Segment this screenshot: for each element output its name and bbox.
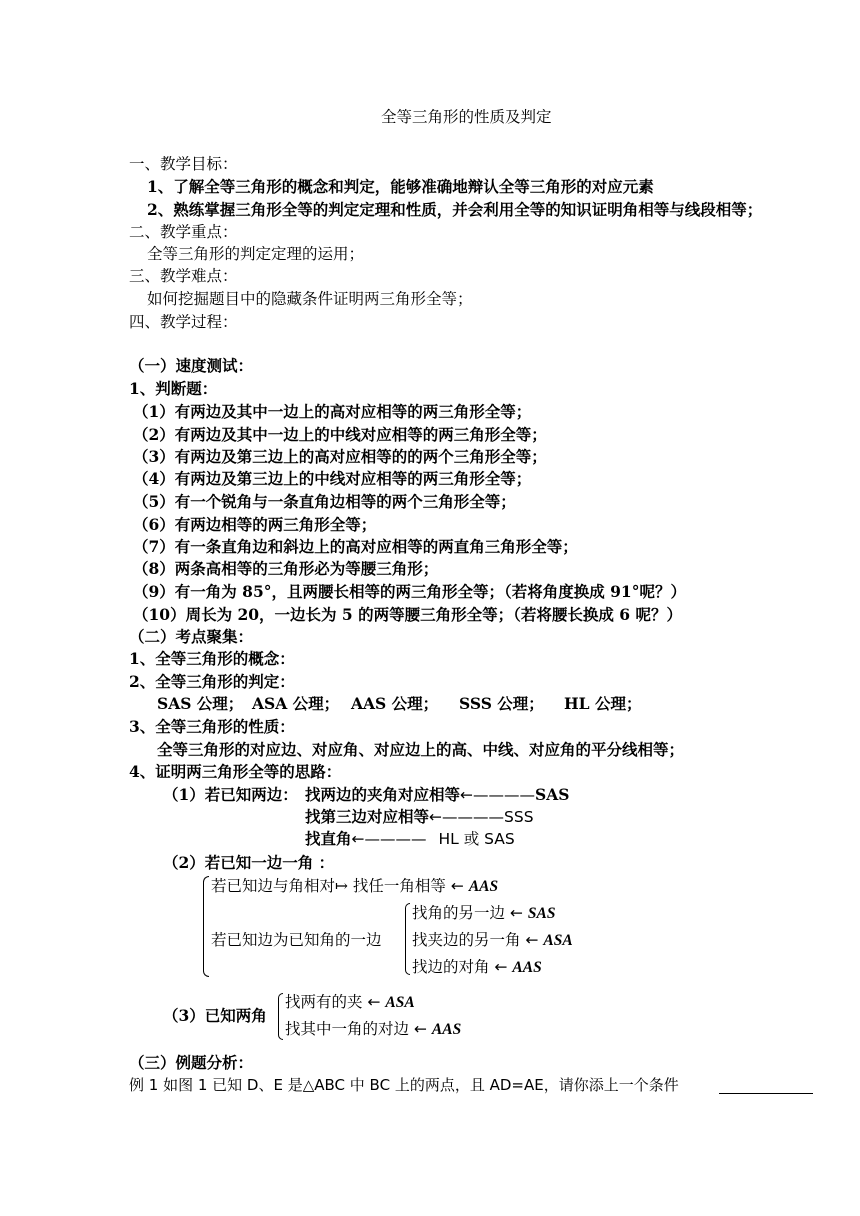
case3-option — [285, 992, 415, 1013]
list-item: （7）有一条直角边和斜边上的高对应相等的两直角三角形全等； — [133, 537, 578, 556]
list-item: （9）有一角为 85°，且两腰长相等的两三角形全等；（若将角度换成 91°呢？） — [133, 582, 686, 601]
brace-open — [278, 993, 283, 1016]
result-aas: AAS — [468, 878, 499, 895]
section-heading: 一、教学目标： — [129, 155, 238, 173]
case2-option-text: 若已知边与角相对 — [211, 877, 336, 895]
case2-sub-option — [412, 957, 542, 978]
answer-blank[interactable] — [719, 1093, 813, 1094]
point-heading: 1、全等三角形的概念： — [129, 649, 295, 668]
left-arrow: ← — [367, 993, 381, 1011]
left-arrow: ← — [509, 904, 523, 922]
list-item: （10）周长为 20，一边长为 5 的两等腰三角形全等；（若将腰长换成 6 呢？） — [133, 605, 682, 624]
case1-option — [305, 807, 534, 827]
rule-asa: ASA 公理； — [252, 694, 340, 713]
list-item: （2）有两边及其中一边上的中线对应相等的两三角形全等； — [133, 425, 547, 444]
case2-sub-option — [412, 903, 555, 924]
list-item: （3）有两边及第三边上的高对应相等的的两个三角形全等； — [133, 447, 547, 466]
case1-option — [305, 829, 515, 849]
result-asa: ASA — [543, 932, 573, 949]
part-heading: （二）考点聚集： — [129, 627, 254, 646]
sub-option-text: 找夹边的另一角 — [412, 931, 521, 949]
long-left-arrow: ←———— — [429, 808, 505, 826]
point-text: 全等三角形的对应边、对应角、对应边上的高、中线、对应角的平分线相等； — [157, 740, 685, 759]
list-item: （5）有一个锐角与一条直角边相等的两个三角形全等； — [133, 492, 516, 511]
case1-label: （1）若已知两边： — [163, 785, 298, 804]
section-heading: 三、教学难点： — [129, 267, 238, 285]
list-item: （1）有两边及其中一边上的高对应相等的两三角形全等； — [133, 402, 532, 421]
list-item: （4）有两边及第三边上的中线对应相等的两三角形全等； — [133, 469, 532, 488]
left-arrow: ← — [450, 877, 464, 895]
section-text: 如何挖掘题目中的隐藏条件证明两三角形全等； — [147, 290, 473, 308]
result-aas: AAS — [431, 1021, 462, 1038]
result-asa: ASA — [385, 994, 415, 1011]
long-left-arrow: ←———— — [460, 786, 536, 804]
goal-item: 2、熟练掌握三角形全等的判定定理和性质，并会利用全等的知识证明角相等与线段相等； — [147, 200, 763, 219]
case3-option-text: 找两有的夹 — [285, 993, 363, 1011]
left-arrow: ← — [413, 1020, 427, 1038]
case2-option — [211, 876, 498, 897]
case3-option-text: 找其中一角的对边 — [285, 1020, 410, 1038]
rule-sas: SAS 公理； — [157, 694, 244, 713]
section-heading: 二、教学重点： — [129, 223, 238, 241]
point-heading: 4、证明两三角形全等的思路： — [129, 762, 342, 781]
part-heading: （三）例题分析： — [129, 1053, 254, 1072]
result-sss: SSS — [504, 808, 534, 826]
brace-open — [278, 1015, 283, 1040]
point-heading: 3、全等三角形的性质： — [129, 717, 295, 736]
page-title: 全等三角形的性质及判定 — [381, 108, 552, 126]
case1-option-text: 找第三边对应相等 — [305, 807, 430, 826]
brace-open — [405, 937, 410, 975]
list-item: （6）有两边相等的两三角形全等； — [133, 515, 377, 534]
result-aas: AAS — [512, 959, 542, 976]
case3-option — [285, 1019, 461, 1040]
case2-option: 若已知边为已知角的一边 — [211, 931, 382, 949]
brace-open — [203, 876, 209, 922]
sub-option-text: 找边的对角 — [412, 958, 490, 976]
rule-sss: SSS 公理； — [459, 694, 544, 713]
left-arrow: ← — [494, 958, 508, 976]
case2-label: （2）若已知一边一角 ： — [163, 853, 335, 872]
section-text: 全等三角形的判定定理的运用； — [147, 245, 365, 263]
point-heading: 2、全等三角形的判定： — [129, 672, 295, 691]
sub-option-text: 找角的另一边 — [412, 904, 506, 922]
example-1: 例 1 如图 1 已知 D、E 是△ABC 中 BC 上的两点，且 AD=AE，请你添上一个条件 — [129, 1076, 679, 1094]
result-sas: SAS — [535, 785, 570, 804]
part-heading: （一）速度测试： — [129, 356, 254, 375]
case1-option — [305, 785, 569, 805]
result-hl-or-sas: HL 或 SAS — [438, 830, 515, 848]
case3-label: （3）已知两角 — [163, 1006, 267, 1025]
section-heading: 四、教学过程： — [129, 313, 238, 331]
left-arrow: ← — [525, 931, 539, 949]
rule-aas: AAS 公理； — [351, 694, 439, 713]
case2-sub-option — [412, 930, 573, 951]
goal-item: 1、了解全等三角形的概念和判定，能够准确地辩认全等三角形的对应元素 — [147, 177, 654, 196]
result-sas: SAS — [527, 905, 556, 922]
brace-open — [203, 921, 209, 977]
case1-option-text: 找直角 — [305, 829, 352, 848]
maps-to-text: ↦ 找任一角相等 — [335, 877, 446, 895]
rule-hl: HL 公理； — [564, 694, 642, 713]
long-left-arrow: ←———— — [351, 830, 427, 848]
brace-open — [405, 903, 410, 938]
question-heading: 1、判断题： — [129, 379, 218, 398]
case1-option-text: 找两边的夹角对应相等 — [305, 785, 461, 804]
list-item: （8）两条高相等的三角形必为等腰三角形； — [133, 559, 439, 578]
